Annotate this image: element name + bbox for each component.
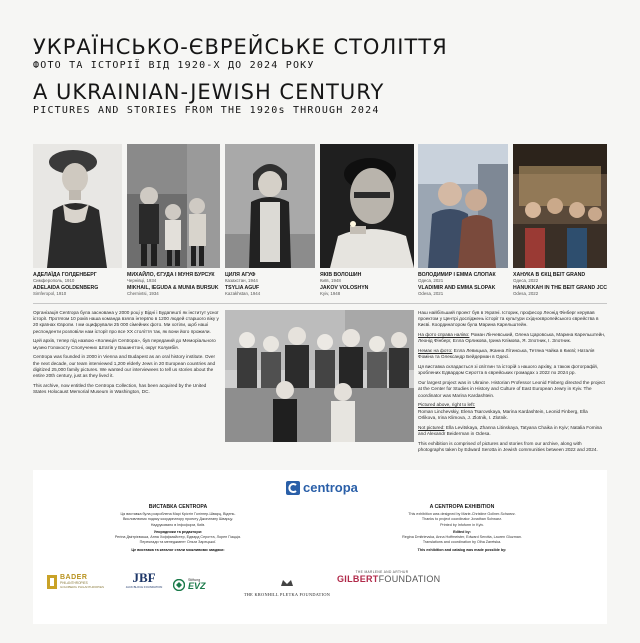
photo-hanukkah-beit-grand xyxy=(513,144,607,268)
pictured-label-en: Pictured above, right to left: xyxy=(418,402,476,408)
kronhill-mark-icon xyxy=(280,579,294,587)
caption-name-en: ADELAIDA GOLDENBERG xyxy=(33,284,99,291)
caption-meta-en: Chernivtsi, 1934 xyxy=(127,290,159,296)
project-paragraph-uk: Наш найбільший проект був в Україні. Історик, професор Леонід Фінберг керував проектом у Центрі досліджень історії та культури східноєвропейського єврейства в Києві. Координатором була Марина Карельштейн. xyxy=(418,310,599,328)
kronhill-logo xyxy=(239,574,335,597)
pictured-names-uk: Роман Лінчевський, Олена Царовська, Марина Карельштейн, Леонід Фінберг, Елла Орликова, Ірина Клімова, Я. Злотник, І. Злотник. xyxy=(418,332,606,344)
caption-name-en: HANUKKAH IN THE BEIT GRAND JCC xyxy=(513,284,607,291)
photo-jakov-voloshyn xyxy=(320,144,414,268)
caption-name-uk: ХАНУКА В ЄКЦ BEIT GRAND xyxy=(513,272,586,278)
photo-bursuk-brothers xyxy=(127,144,220,268)
bader-sub2: GOLDBERG PHILANTHROPIES xyxy=(60,585,105,589)
credits-card xyxy=(33,470,607,624)
editors-line: Regina Dmitrievska, Anna Hoffmeister, Edward Serotta, Lauren Gluzman. xyxy=(402,535,522,540)
gilbert-top: THE MARLENE AND ARTHUR xyxy=(355,570,409,574)
centropa-mark-icon xyxy=(286,481,300,495)
jbf-name: JBF xyxy=(132,570,156,585)
bader-logo xyxy=(47,574,113,589)
caption-meta-uk: Одеса, 2022 xyxy=(513,278,539,284)
not-pictured-label-en: Not pictured: xyxy=(418,424,445,430)
intro-paragraph-en: Centropa was founded in 2000 in Vienna and Budapest as an oral history institute. Over the next decade, our team interviewed 1,200 elderly Jews in 20 European countries and digitized 25,000 family pictures. We wanted our interviewees to tell us stories about the entire 20th century, just as they lived it. xyxy=(33,354,216,379)
caption-meta-uk: Симферополь, 1910 xyxy=(33,278,75,284)
caption-name-uk: ЯКІВ ВОЛОШИН xyxy=(320,272,362,278)
title-ukrainian: УКРАЇНСЬКО-ЄВРЕЙСЬКЕ СТОЛІТТЯ xyxy=(33,35,448,59)
kronhill-name: THE KRONHILL PLETKA FOUNDATION xyxy=(243,592,331,597)
intro-paragraph-uk: Організація Centropa була заснована у 2000 році у Відні і Будапешті як інститут усної історії. Протягом 10 років наша команда взяла інтерв'ю в 1200 людей старшого віку у 20 країнах Європи. І ми оцифрували 25 000 сімейних фото. Ми хотіли, щоб наші респонденти розповіли нам історії про все ХХ століття так, як вони його прожили. xyxy=(33,310,219,334)
credit-line: Printed by Infoform in Kyiv. xyxy=(440,522,484,527)
editors-line: Регіна Дмітрієвська, Анна Хоффмайстер, Едвард Серотта, Лорен Гіацція. xyxy=(114,535,242,540)
caption-name-uk: ВОЛОДИМИР І ЕММА СЛОПАК xyxy=(418,272,496,278)
evz-label: Stiftung xyxy=(188,578,201,582)
caption-meta-en: Kazakhstan, 1944 xyxy=(225,290,261,296)
not-pictured-names-en: Ella Levitskaya, Zhanna Litinskaya, Tatyana Chaika in Kyiv; Natalia Fomina and Alexandr Beiderman in Odesa. xyxy=(418,424,602,436)
caption-meta-uk: Казахстан, 1944 xyxy=(225,278,258,284)
photo-tsylia-aguf xyxy=(225,144,315,268)
bader-name: BADER xyxy=(60,574,88,581)
photo-project-team xyxy=(225,310,414,442)
evz-logo xyxy=(173,578,231,591)
caption-meta-uk: Одеса, 2021 xyxy=(418,278,444,284)
divider xyxy=(33,303,607,304)
jbf-logo xyxy=(123,570,165,589)
subtitle-ukrainian: ФОТО ТА ІСТОРІЇ ВІД 1920-Х ДО 2024 РОКУ xyxy=(33,60,315,71)
credit-line: Ця виставка була розроблена Марі Крістін Голінгер-Шварц, Відень. xyxy=(120,512,236,516)
gilbert-foundation: FOUNDATION xyxy=(378,574,441,584)
caption-name-en: VLADIMIR AND EMMA SLOPAK xyxy=(418,284,496,291)
editors-line: Переклади та менеджмент Ольги Зарецької. xyxy=(139,540,217,545)
caption-meta-en: Simferopol, 1910 xyxy=(33,290,67,296)
centropa-wordmark: centropa xyxy=(303,480,358,495)
caption-name-en: MIKHAIL, IEGUDA & MUNIA BURSUK xyxy=(127,284,219,291)
caption-name-uk: АДЕЛАЇДА ГОЛДЕНБЕРГ xyxy=(33,272,97,278)
gilbert-name: GILBERT xyxy=(337,574,379,584)
editors-label-uk: Упорядники та редактори: xyxy=(153,529,203,534)
caption-meta-uk: Київ, 1948 xyxy=(320,278,341,284)
caption-meta-en: Kyiv, 1948 xyxy=(320,290,341,296)
support-label-uk: Це виставка та каталог стали можливими завдяки: xyxy=(131,547,225,552)
centropa-logo xyxy=(286,480,358,495)
credits-uk xyxy=(53,504,303,553)
evz-mark-icon xyxy=(173,579,185,591)
credit-line: This exhibition was designed by Marie-Christine Gollner-Schwarz. xyxy=(408,512,516,516)
credit-line: Висловлюємо подяку координатору проекту Джонатану Шварцу. xyxy=(122,517,234,522)
caption-adelaida xyxy=(33,272,98,297)
gilbert-logo xyxy=(337,570,441,584)
credits-title-en: A CENTROPA EXHIBITION xyxy=(429,504,495,510)
project-paragraph-en: Our largest project was in Ukraine. Historian Professor Leonid Finberg directed the project at the Center for Studies in History and Culture of East European Jewry in Kyiv. The coordinator was Marina Kardashtein. xyxy=(418,380,605,398)
caption-name-en: JAKOV VOLOSHYN xyxy=(320,284,369,291)
caption-name-en: TSYLIA AGUF xyxy=(225,284,260,291)
caption-meta-en: Odesa, 2022 xyxy=(513,290,539,296)
exhibition-paragraph-en: This exhibition is comprised of pictures and stories from our archive, along with photographs taken by Edward Serotta in Jewish communities between 2022 and 2024. xyxy=(418,440,598,452)
project-text xyxy=(418,310,607,457)
editors-label-en: Edited by: xyxy=(453,529,471,534)
photo-adelaida-goldenberg xyxy=(33,144,122,268)
bader-sub: PHILANTHROPIES xyxy=(60,581,88,585)
caption-meta-en: Odesa, 2021 xyxy=(418,290,444,296)
bader-mark-icon xyxy=(47,575,57,589)
caption-tsylia xyxy=(225,272,260,297)
pictured-names-en: Roman Linchevskiy, Elena Tsarovskaya, Marina Kardashtein, Leonid Finberg, Ella Orlikova, Irina Klimova, J. Zlotnik, I. Zlotnik. xyxy=(418,408,588,420)
intro-text xyxy=(33,310,219,399)
credit-line: Надруковано в Інфоформ, Київ. xyxy=(150,522,206,527)
archive-paragraph-en: This archive, now entitled the Centropa Collection, has been acquired by the United States Holocaust Memorial Museum in Washington, DC. xyxy=(33,382,207,395)
jbf-sub: JACK BLOCH FOUNDATION xyxy=(125,585,163,589)
credit-line: Thanks to project coordinator Jonathan Schwarz. xyxy=(421,517,503,522)
not-pictured-names-uk: Елла Левицька, Жанна Літинська, Тетяна Чайка в Києві; Наталія Фоміна та Олександр Бейдерман в Одесі. xyxy=(418,348,595,360)
caption-slopak xyxy=(418,272,496,297)
evz-name: EVZ xyxy=(188,581,206,591)
credits-title-uk: ВИСТАВКА CENTROPA xyxy=(148,504,208,510)
subtitle-english: PICTURES AND STORIES FROM THE 1920s THROUGH 2024 xyxy=(33,105,380,116)
caption-hanukkah xyxy=(513,272,607,297)
editors-line: Translations and coordination by Olha Zaretska. xyxy=(422,540,502,545)
caption-bursuk xyxy=(127,272,219,297)
pictured-label-uk: На фото справа наліво: xyxy=(418,332,470,338)
credits-en xyxy=(337,504,587,553)
support-label-en: This exhibition and catalog was made possible by: xyxy=(417,547,507,552)
caption-name-uk: МИХАЙЛО, ЄГУДА І МУНЯ БУРСУК xyxy=(127,272,215,278)
not-pictured-label-uk: Немає на фото: xyxy=(418,348,453,354)
archive-paragraph-uk: Цей архів, тепер під назвою «Колекція Centropa», був переданий до Меморіального музею Голокосту Сполучених Штатів у Вашингтоні, округ Колумбія. xyxy=(33,338,216,350)
caption-jakov xyxy=(320,272,368,297)
title-english: A UKRAINIAN-JEWISH CENTURY xyxy=(33,80,385,104)
caption-name-uk: ЦИЛЯ АГУФ xyxy=(225,272,256,278)
caption-meta-uk: Чернівці, 1934 xyxy=(127,278,157,284)
photo-vladimir-emma-slopak xyxy=(418,144,508,268)
exhibition-paragraph-uk: Ця виставка складається зі світлин та історій з нашого архіву, а також фотографій, зроблених Едвардом Серотта в єврейських громадах з 2022 по 2024 рр. xyxy=(418,364,599,376)
